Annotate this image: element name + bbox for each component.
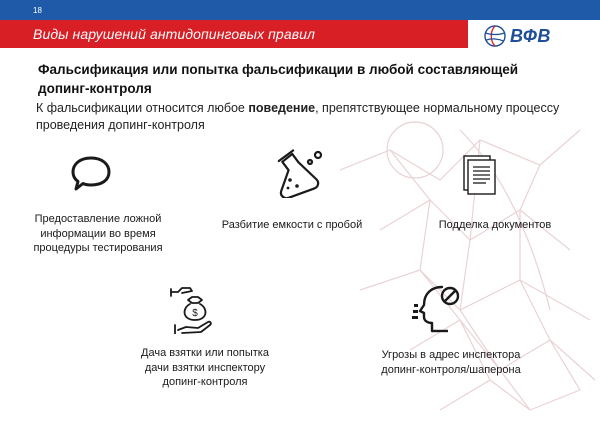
volleyball-logo-icon	[484, 25, 506, 47]
svg-text:$: $	[192, 308, 198, 319]
bribe-money-bag-icon	[168, 286, 218, 334]
item-forged-docs-label: Подделка документов	[438, 219, 552, 231]
section-heading: Фальсификация или попытка фальсификации в любой составляющей допинг-контроля	[38, 62, 519, 96]
speech-bubble-icon	[70, 154, 112, 194]
intro-bold-word: поведение	[248, 101, 316, 115]
item-false-info-label: Предоставление ложной информации во время процедуры тестирования	[33, 213, 163, 254]
item-broken-sample-label: Разбитие емкости с пробой	[221, 219, 363, 231]
logo-text: ВФВ	[510, 25, 551, 46]
slide-title: Виды нарушений антидопинговых правил	[33, 26, 315, 42]
intro-paragraph: К фальсификации относится любое поведение, препятствующее нормальному процессу проведения допинг-контроля	[36, 101, 560, 132]
item-threats-label: Угрозы в адрес инспектора допинг-контроля/шаперона	[381, 349, 521, 376]
broken-flask-icon	[266, 148, 324, 198]
threat-head-icon	[410, 283, 462, 335]
item-bribe-label: Дача взятки или попытка дачи взятки инспектору допинг-контроля	[141, 347, 269, 388]
page-number: 18	[33, 6, 42, 15]
top-header-strip	[0, 0, 600, 20]
documents-icon	[462, 154, 498, 196]
vfv-logo	[484, 24, 574, 48]
